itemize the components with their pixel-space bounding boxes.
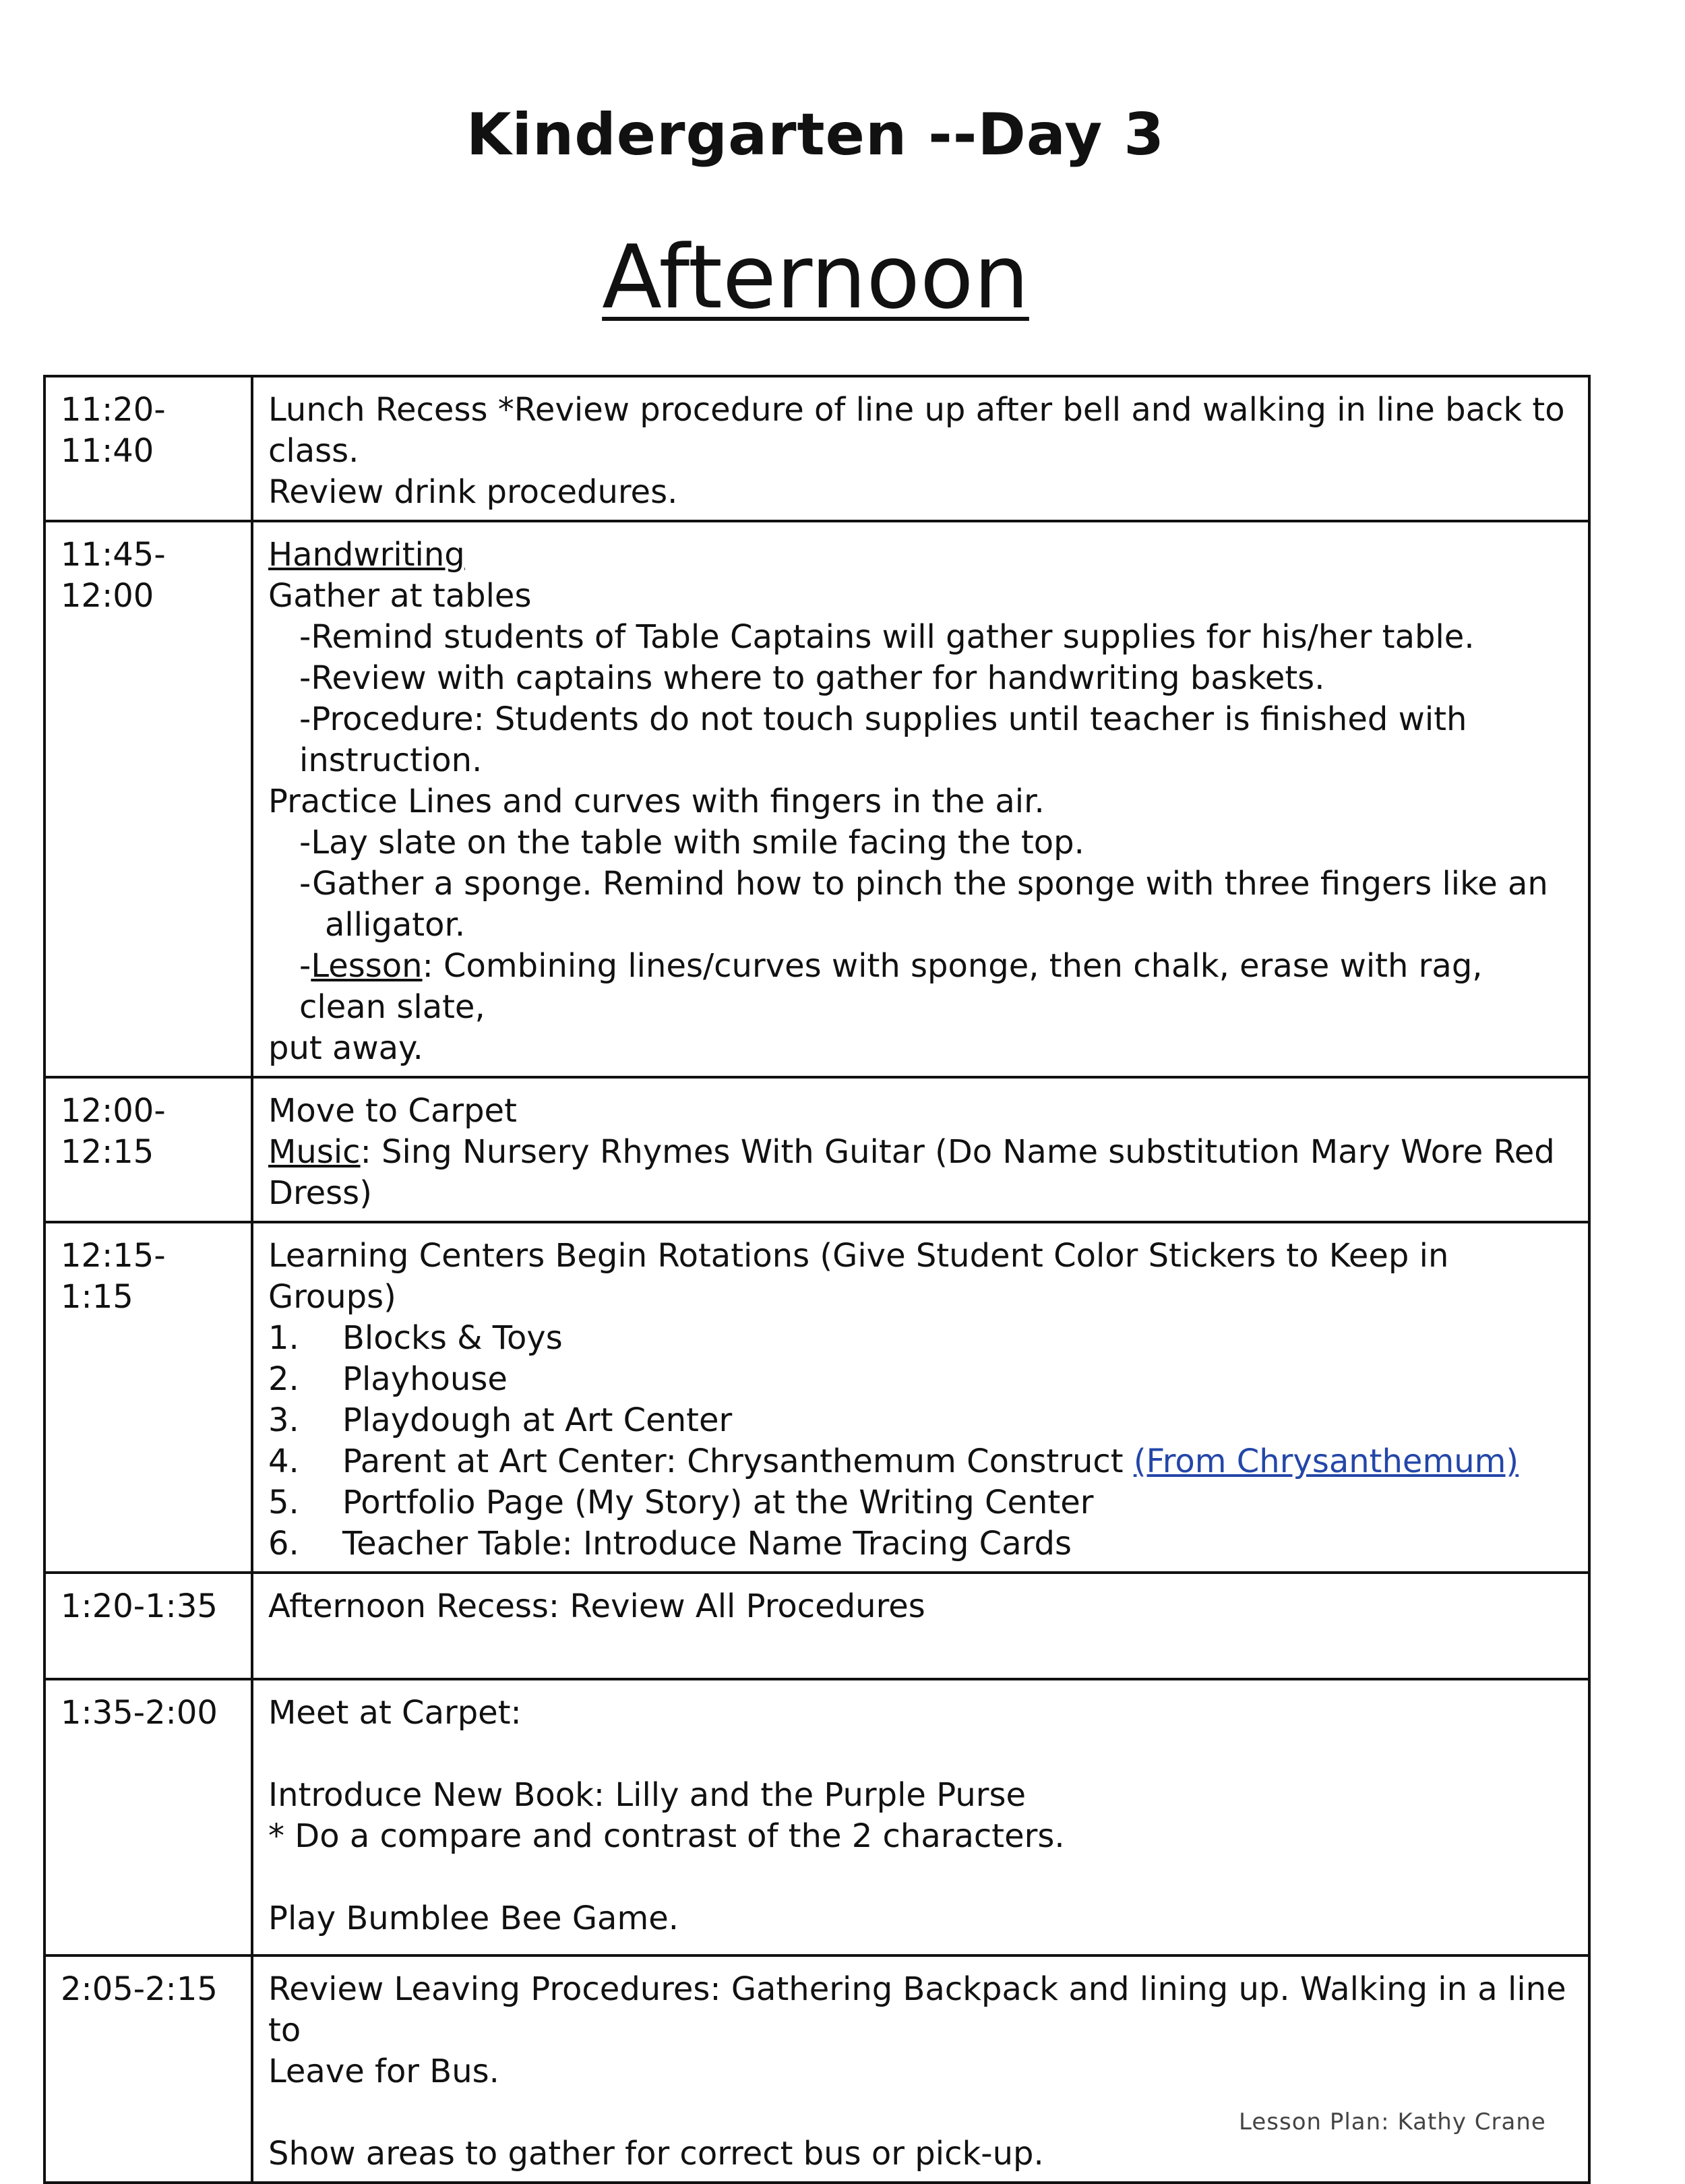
list-text: Playhouse — [342, 1360, 508, 1398]
time-cell: 1:35-2:00 — [44, 1679, 252, 1955]
section-heading: Handwriting — [268, 536, 465, 574]
spacer — [268, 1734, 1573, 1775]
list-item — [268, 1318, 1573, 1359]
time-cell: 11:45-12:00 — [44, 521, 252, 1077]
list-text-main: Parent at Art Center: Chrysanthemum Construct — [342, 1443, 1134, 1480]
activity-line: Practice Lines and curves with fingers in the air. — [268, 783, 1045, 820]
activity-line: Play Bumblee Bee Game. — [268, 1900, 679, 1937]
list-item — [268, 1400, 1573, 1441]
activity-line: -Lay slate on the table with smile facing the top. — [299, 824, 1084, 861]
list-number: 5. — [268, 1484, 299, 1521]
table-row — [44, 1222, 1589, 1573]
activity-line: Lunch Recess *Review procedure of line up after bell and walking in line back to class. — [268, 391, 1575, 470]
activity-line: -Remind students of Table Captains will gather supplies for his/her table. — [299, 618, 1475, 656]
music-text: : Sing Nursery Rhymes With Guitar (Do Name substitution Mary Wore Red Dress) — [268, 1133, 1565, 1212]
activity-line: Introduce New Book: Lilly and the Purple Purse — [268, 1776, 1027, 1814]
music-line — [268, 1132, 1573, 1214]
lesson-label: Lesson — [311, 947, 423, 985]
activity-line: * Do a compare and contrast of the 2 characters. — [268, 1817, 1065, 1855]
activity-line: -Procedure: Students do not touch supplies until teacher is finished with instruction. — [299, 700, 1477, 779]
list-number: 2. — [268, 1360, 299, 1398]
list-text — [342, 1441, 1519, 1482]
activity-line: put away. — [268, 1029, 423, 1067]
table-row — [44, 1955, 1589, 2183]
time-cell: 12:15-1:15 — [44, 1222, 252, 1573]
activity-cell — [252, 1222, 1589, 1573]
page-title: Kindergarten --Day 3 — [466, 101, 1165, 169]
activity-line: -Review with captains where to gather for handwriting baskets. — [299, 659, 1325, 697]
list-number: 1. — [268, 1319, 299, 1357]
activity-line: Leave for Bus. — [268, 2053, 499, 2090]
activity-line: Show areas to gather for correct bus or pick-up. — [268, 2135, 1044, 2173]
table-row — [44, 376, 1589, 521]
activity-cell — [252, 376, 1589, 521]
table-row — [44, 1573, 1589, 1679]
activity-line: Move to Carpet — [268, 1092, 517, 1130]
time-cell: 2:05-2:15 — [44, 1955, 252, 2183]
chrysanthemum-link[interactable]: (From Chrysanthemum) — [1133, 1443, 1519, 1480]
activity-line: Learning Centers Begin Rotations (Give Student Color Stickers to Keep in Groups) — [268, 1237, 1459, 1316]
list-text: Playdough at Art Center — [342, 1401, 733, 1439]
list-number: 3. — [268, 1401, 299, 1439]
list-text: Blocks & Toys — [342, 1319, 563, 1357]
time-cell: 1:20-1:35 — [44, 1573, 252, 1679]
list-item — [268, 1523, 1573, 1565]
table-row — [44, 1679, 1589, 1955]
activity-cell — [252, 1077, 1589, 1222]
activity-cell — [252, 1573, 1589, 1679]
activity-line: Afternoon Recess: Review All Procedures — [268, 1587, 925, 1625]
table-row — [44, 521, 1589, 1077]
activity-cell — [252, 521, 1589, 1077]
list-text: Teacher Table: Introduce Name Tracing Cards — [342, 1525, 1072, 1563]
time-cell: 11:20-11:40 — [44, 376, 252, 521]
activity-line: Meet at Carpet: — [268, 1694, 522, 1732]
activity-line: Review Leaving Procedures: Gathering Backpack and lining up. Walking in a line to — [268, 1970, 1576, 2049]
activity-line: alligator. — [325, 906, 466, 944]
list-number: 6. — [268, 1525, 299, 1563]
lesson-dash: - — [299, 947, 311, 985]
music-label: Music — [268, 1133, 361, 1171]
lesson-text: : Combining lines/curves with sponge, then chalk, erase with rag, clean slate, — [299, 947, 1493, 1026]
spacer — [268, 1857, 1573, 1898]
list-item — [268, 1441, 1573, 1482]
activity-line: -Gather a sponge. Remind how to pinch the sponge with three fingers like an — [299, 865, 1548, 903]
list-item — [268, 1359, 1573, 1400]
list-text: Portfolio Page (My Story) at the Writing Center — [342, 1484, 1094, 1521]
lesson-line — [268, 946, 1573, 1028]
table-row — [44, 1077, 1589, 1222]
activity-line: Review drink procedures. — [268, 473, 678, 511]
activity-cell — [252, 1955, 1589, 2183]
footer-credit: Lesson Plan: Kathy Crane — [1239, 2109, 1546, 2135]
list-number: 4. — [268, 1443, 299, 1480]
list-item — [268, 1482, 1573, 1523]
activity-cell — [252, 1679, 1589, 1955]
activity-line: Gather at tables — [268, 577, 532, 615]
schedule-table — [43, 375, 1591, 2184]
page-subtitle: Afternoon — [602, 226, 1029, 328]
time-cell: 12:00-12:15 — [44, 1077, 252, 1222]
